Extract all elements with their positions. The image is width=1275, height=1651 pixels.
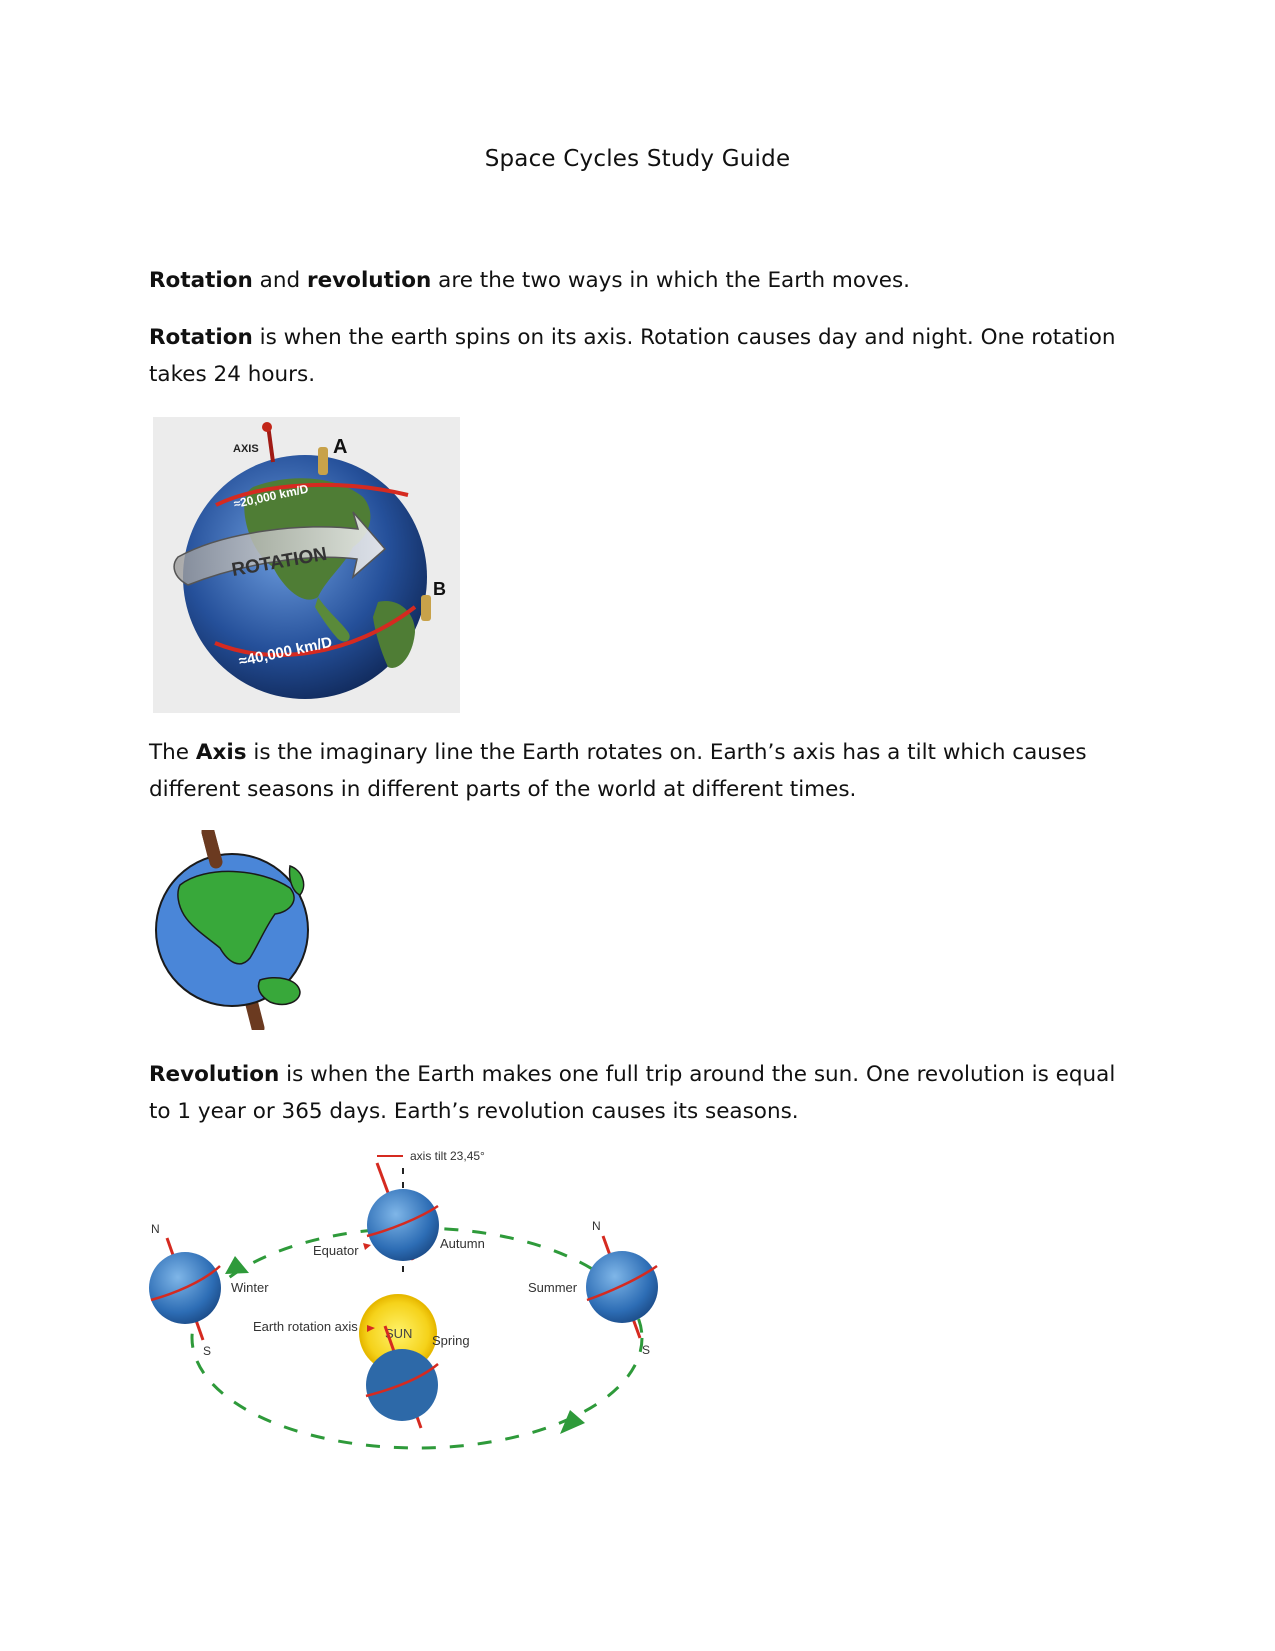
paragraph-text: The bbox=[149, 740, 196, 765]
speed-bottom-label: ≈40,000 km/D bbox=[237, 633, 334, 671]
winter-label: Winter bbox=[231, 1280, 269, 1295]
speed-top-label: ≈20,000 km/D bbox=[232, 481, 310, 512]
axis-rod-top bbox=[208, 832, 216, 862]
north-label-right: N bbox=[592, 1219, 601, 1233]
land-south-america bbox=[258, 978, 300, 1005]
autumn-label: Autumn bbox=[440, 1236, 485, 1251]
rotation-figure bbox=[153, 417, 460, 713]
rotation-label: ROTATION bbox=[230, 543, 329, 582]
paragraph-text: is the imaginary line the Earth rotates on. Earth’s axis has a tilt which causes different seasons in different parts of the world at different times. bbox=[149, 740, 1087, 802]
term-rotation: Rotation bbox=[149, 268, 253, 293]
sun-label: SUN bbox=[385, 1326, 413, 1341]
revolution-figure bbox=[145, 1148, 710, 1500]
paragraph-revolution bbox=[149, 1056, 1129, 1130]
paragraph-axis bbox=[149, 734, 1129, 808]
axis-pin-head bbox=[262, 422, 272, 432]
orbit-arrow-left bbox=[225, 1256, 249, 1274]
paragraph-text: are the two ways in which the Earth moves. bbox=[431, 268, 911, 293]
paragraph-text: and bbox=[252, 268, 307, 293]
equator-pointer bbox=[363, 1243, 371, 1250]
axis-figure bbox=[150, 830, 320, 1030]
term-revolution: revolution bbox=[306, 268, 432, 293]
south-label-left: S bbox=[203, 1344, 212, 1358]
term-rotation: Rotation bbox=[149, 325, 253, 350]
spring-label: Spring bbox=[432, 1333, 470, 1348]
south-label-right: S bbox=[642, 1343, 651, 1357]
equator-label: Equator bbox=[313, 1243, 359, 1258]
term-axis: Axis bbox=[195, 740, 247, 765]
axis-tilt-label: axis tilt 23,45° bbox=[410, 1149, 485, 1163]
point-b-label: B bbox=[433, 579, 446, 599]
figure-a-marker bbox=[318, 447, 328, 475]
north-label-left: N bbox=[151, 1222, 160, 1236]
point-a-label: A bbox=[333, 436, 348, 458]
paragraph-rotation bbox=[149, 319, 1129, 393]
rotation-axis-label: Earth rotation axis bbox=[253, 1319, 358, 1334]
figure-b-marker bbox=[421, 595, 431, 621]
page-title: Space Cycles Study Guide bbox=[484, 146, 791, 172]
paragraph-text: is when the earth spins on its axis. Rotation causes day and night. One rotation takes 24 hours. bbox=[149, 325, 1116, 387]
axis-label: AXIS bbox=[233, 443, 259, 455]
paragraph-motion-types bbox=[149, 262, 1129, 299]
summer-label: Summer bbox=[528, 1280, 578, 1295]
paragraph-text: is when the Earth makes one full trip around the sun. One revolution is equal to 1 year or 365 days. Earth’s revolution causes its seasons. bbox=[149, 1062, 1116, 1124]
term-revolution: Revolution bbox=[149, 1062, 280, 1087]
